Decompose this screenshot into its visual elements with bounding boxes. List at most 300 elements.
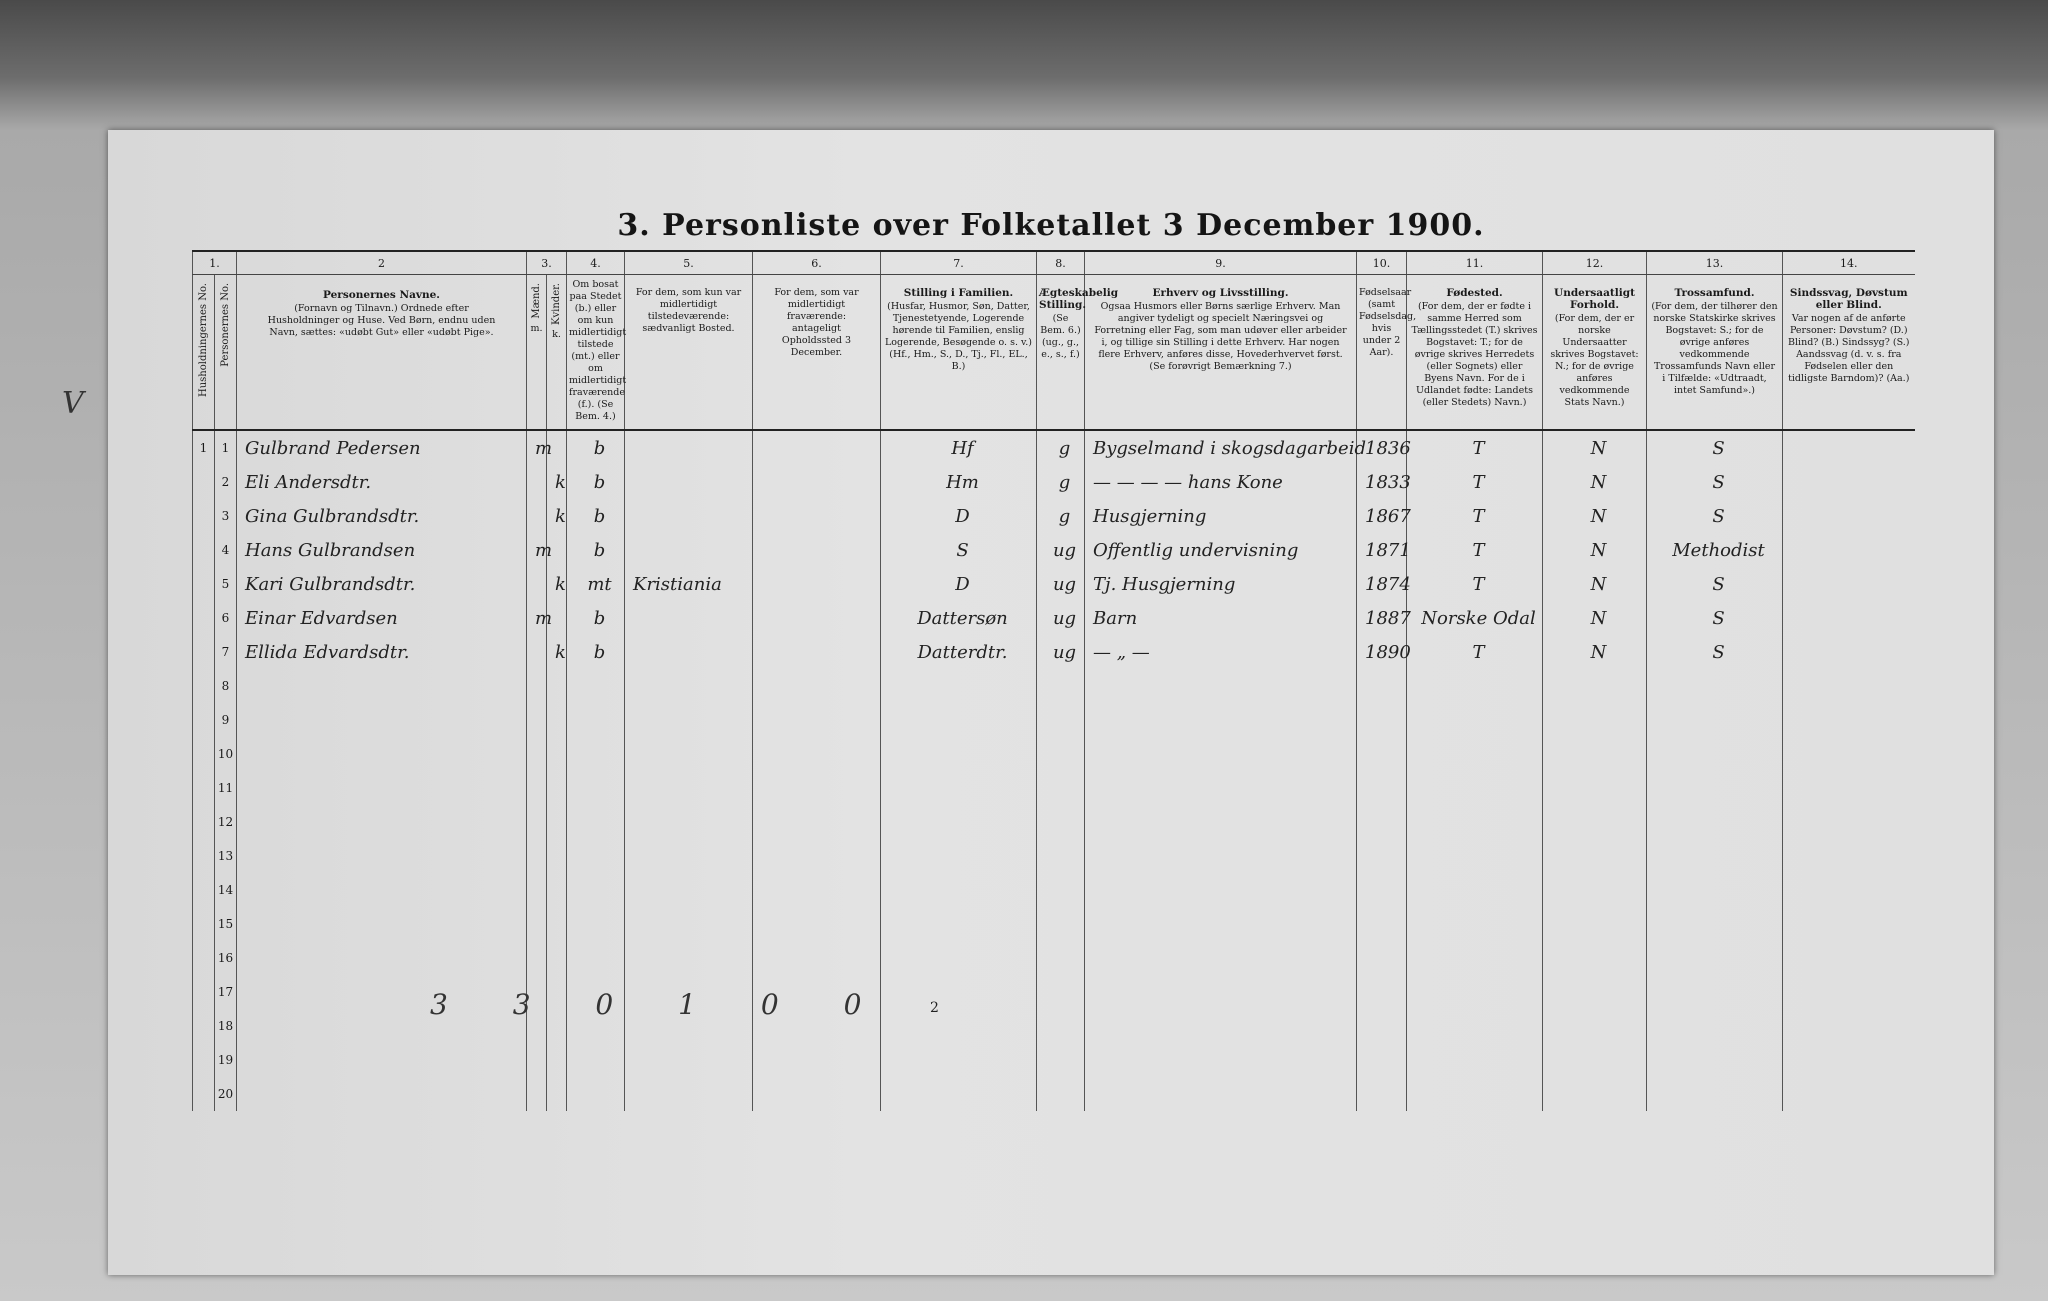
cell-religion: S bbox=[1647, 430, 1783, 465]
cell-sex-male bbox=[527, 941, 547, 975]
cell-disability bbox=[1783, 601, 1915, 635]
cell-occupation bbox=[1085, 941, 1357, 975]
cell-family-position bbox=[881, 771, 1037, 805]
colnum-14: 14. bbox=[1783, 251, 1915, 275]
cell-sex-female bbox=[547, 1077, 567, 1111]
cell-religion bbox=[1647, 1043, 1783, 1077]
header-sex-male: Mænd. m. bbox=[527, 275, 547, 431]
cell-religion bbox=[1647, 873, 1783, 907]
cell-person-no: 3 bbox=[215, 499, 237, 533]
cell-birthplace bbox=[1407, 703, 1543, 737]
cell-temp-residence bbox=[753, 941, 881, 975]
cell-citizenship bbox=[1543, 669, 1647, 703]
cell-religion: Methodist bbox=[1647, 533, 1783, 567]
cell-disability bbox=[1783, 805, 1915, 839]
cell-marital-status bbox=[1037, 1077, 1085, 1111]
cell-citizenship bbox=[1543, 873, 1647, 907]
colnum-8: 8. bbox=[1037, 251, 1085, 275]
cell-usual-residence bbox=[625, 430, 753, 465]
cell-disability bbox=[1783, 703, 1915, 737]
cell-person-no: 16 bbox=[215, 941, 237, 975]
page-number: 2 bbox=[930, 1000, 939, 1016]
header-temp-residence: For dem, som var midlertidigt fraværende: antageligt Opholdssted 3 December. bbox=[753, 275, 881, 431]
cell-household-no bbox=[193, 1009, 215, 1043]
cell-disability bbox=[1783, 430, 1915, 465]
cell-marital-status bbox=[1037, 703, 1085, 737]
cell-occupation bbox=[1085, 839, 1357, 873]
cell-residence bbox=[567, 1043, 625, 1077]
cell-sex-female bbox=[547, 703, 567, 737]
census-sheet bbox=[108, 130, 1994, 1275]
cell-occupation bbox=[1085, 975, 1357, 1009]
cell-sex-female: k bbox=[547, 499, 567, 533]
cell-marital-status: g bbox=[1037, 499, 1085, 533]
cell-person-no: 6 bbox=[215, 601, 237, 635]
cell-religion: S bbox=[1647, 635, 1783, 669]
cell-birth-year bbox=[1357, 941, 1407, 975]
cell-religion: S bbox=[1647, 499, 1783, 533]
cell-sex-male bbox=[527, 805, 547, 839]
cell-person-no: 5 bbox=[215, 567, 237, 601]
cell-birth-year bbox=[1357, 1077, 1407, 1111]
header-name: Personernes Navne. (Fornavn og Tilnavn.) Ordnede efter Husholdninger og Huse. Ved Børn, endnu uden Navn, sættes: «udøbt Gut» eller «udøbt Pige». bbox=[237, 275, 527, 431]
cell-family-position bbox=[881, 1077, 1037, 1111]
cell-family-position bbox=[881, 839, 1037, 873]
cell-residence bbox=[567, 703, 625, 737]
cell-birthplace bbox=[1407, 839, 1543, 873]
colnum-6: 6. bbox=[753, 251, 881, 275]
cell-household-no bbox=[193, 465, 215, 499]
cell-disability bbox=[1783, 499, 1915, 533]
cell-temp-residence bbox=[753, 839, 881, 873]
cell-sex-female bbox=[547, 1043, 567, 1077]
cell-sex-male bbox=[527, 771, 547, 805]
table-row bbox=[193, 465, 1915, 499]
cell-family-position: Hm bbox=[881, 465, 1037, 499]
cell-occupation: — „ — bbox=[1085, 635, 1357, 669]
cell-citizenship bbox=[1543, 737, 1647, 771]
cell-usual-residence bbox=[625, 907, 753, 941]
cell-residence bbox=[567, 669, 625, 703]
cell-person-no: 20 bbox=[215, 1077, 237, 1111]
cell-birthplace: T bbox=[1407, 499, 1543, 533]
cell-religion bbox=[1647, 1077, 1783, 1111]
header-birthplace: Fødested. (For dem, der er fødte i samme Herred som Tællingsstedet (T.) skrives Bogstavet: T.; for de øvrige skrives Herredets (eller Sognets) eller Byens Navn. For de i Udlandet fødte: Landets (eller Stedets) Navn.) bbox=[1407, 275, 1543, 431]
cell-name: Eli Andersdtr. bbox=[237, 465, 527, 499]
cell-person-no: 2 bbox=[215, 465, 237, 499]
cell-person-no: 10 bbox=[215, 737, 237, 771]
cell-temp-residence bbox=[753, 669, 881, 703]
cell-person-no: 4 bbox=[215, 533, 237, 567]
table-row bbox=[193, 805, 1915, 839]
cell-sex-male: m bbox=[527, 430, 547, 465]
cell-disability bbox=[1783, 771, 1915, 805]
cell-name bbox=[237, 941, 527, 975]
cell-citizenship bbox=[1543, 907, 1647, 941]
colnum-3: 3. bbox=[527, 251, 567, 275]
header-marital-status: Ægteskabelig Stilling. (Se Bem. 6.) (ug., g., e., s., f.) bbox=[1037, 275, 1085, 431]
cell-birth-year: 1874 bbox=[1357, 567, 1407, 601]
table-row bbox=[193, 430, 1915, 465]
cell-marital-status bbox=[1037, 839, 1085, 873]
cell-birthplace bbox=[1407, 1077, 1543, 1111]
cell-name: Ellida Edvardsdtr. bbox=[237, 635, 527, 669]
cell-name bbox=[237, 703, 527, 737]
cell-name: Einar Edvardsen bbox=[237, 601, 527, 635]
cell-occupation: — — — — hans Kone bbox=[1085, 465, 1357, 499]
cell-marital-status: ug bbox=[1037, 635, 1085, 669]
cell-person-no: 7 bbox=[215, 635, 237, 669]
cell-usual-residence bbox=[625, 703, 753, 737]
header-household-no: Husholdningernes No. bbox=[193, 275, 215, 431]
cell-marital-status bbox=[1037, 873, 1085, 907]
cell-household-no bbox=[193, 1043, 215, 1077]
cell-name: Hans Gulbrandsen bbox=[237, 533, 527, 567]
cell-sex-female bbox=[547, 839, 567, 873]
cell-occupation: Bygselmand i skogsdagarbeid bbox=[1085, 430, 1357, 465]
cell-name bbox=[237, 805, 527, 839]
cell-birth-year bbox=[1357, 873, 1407, 907]
check-mark: V bbox=[62, 386, 84, 421]
cell-birth-year bbox=[1357, 771, 1407, 805]
cell-usual-residence bbox=[625, 839, 753, 873]
cell-religion bbox=[1647, 669, 1783, 703]
cell-sex-female: k bbox=[547, 465, 567, 499]
cell-residence: b bbox=[567, 533, 625, 567]
cell-household-no: 1 bbox=[193, 430, 215, 465]
colnum-5: 5. bbox=[625, 251, 753, 275]
cell-birthplace: T bbox=[1407, 567, 1543, 601]
cell-sex-male: m bbox=[527, 533, 547, 567]
cell-birth-year bbox=[1357, 805, 1407, 839]
cell-usual-residence bbox=[625, 737, 753, 771]
cell-family-position: S bbox=[881, 533, 1037, 567]
cell-temp-residence bbox=[753, 737, 881, 771]
cell-temp-residence bbox=[753, 1043, 881, 1077]
page-title: 3. Personliste over Folketallet 3 December 1900. bbox=[617, 208, 1485, 243]
cell-disability bbox=[1783, 737, 1915, 771]
cell-household-no bbox=[193, 941, 215, 975]
cell-birth-year bbox=[1357, 669, 1407, 703]
header-birth-year: Fødselsaar (samt Fødselsdag, hvis under 2 Aar). bbox=[1357, 275, 1407, 431]
cell-citizenship: N bbox=[1543, 499, 1647, 533]
cell-usual-residence bbox=[625, 635, 753, 669]
cell-citizenship bbox=[1543, 1009, 1647, 1043]
cell-disability bbox=[1783, 1009, 1915, 1043]
cell-religion: S bbox=[1647, 567, 1783, 601]
cell-birthplace: T bbox=[1407, 533, 1543, 567]
cell-usual-residence bbox=[625, 465, 753, 499]
cell-marital-status: ug bbox=[1037, 567, 1085, 601]
cell-temp-residence bbox=[753, 430, 881, 465]
cell-usual-residence bbox=[625, 601, 753, 635]
cell-citizenship: N bbox=[1543, 533, 1647, 567]
cell-temp-residence bbox=[753, 1077, 881, 1111]
cell-household-no bbox=[193, 635, 215, 669]
cell-birthplace: T bbox=[1407, 465, 1543, 499]
table-row bbox=[193, 533, 1915, 567]
cell-sex-male bbox=[527, 703, 547, 737]
cell-marital-status: ug bbox=[1037, 601, 1085, 635]
cell-residence bbox=[567, 873, 625, 907]
colnum-4: 4. bbox=[567, 251, 625, 275]
cell-disability bbox=[1783, 941, 1915, 975]
cell-usual-residence bbox=[625, 499, 753, 533]
cell-birthplace bbox=[1407, 975, 1543, 1009]
column-number-row bbox=[193, 251, 1915, 275]
cell-temp-residence bbox=[753, 533, 881, 567]
cell-citizenship bbox=[1543, 1077, 1647, 1111]
cell-citizenship bbox=[1543, 1043, 1647, 1077]
cell-family-position: Datterdtr. bbox=[881, 635, 1037, 669]
cell-temp-residence bbox=[753, 703, 881, 737]
table-row bbox=[193, 839, 1915, 873]
cell-name bbox=[237, 669, 527, 703]
cell-sex-female bbox=[547, 805, 567, 839]
cell-citizenship: N bbox=[1543, 635, 1647, 669]
cell-citizenship bbox=[1543, 975, 1647, 1009]
header-occupation: Erhverv og Livsstilling. Ogsaa Husmors eller Børns særlige Erhverv. Man angiver tydeligt og specielt Næringsvei og Forretning eller Fag, som man udøver eller arbeider i, og tillige sin Stilling i dette Erhverv. Har nogen flere Erhverv, anføres disse, Hovederhvervet først. (Se forøvrigt Bemærkning 7.) bbox=[1085, 275, 1357, 431]
cell-disability bbox=[1783, 635, 1915, 669]
tally-numbers: 3 3 0 1 0 0 bbox=[430, 988, 890, 1021]
cell-person-no: 1 bbox=[215, 430, 237, 465]
cell-name: Gina Gulbrandsdtr. bbox=[237, 499, 527, 533]
header-family-position: Stilling i Familien. (Husfar, Husmor, Søn, Datter, Tjenestetyende, Logerende hørende til Familien, enslig Logerende, Besøgende o. s. v.) (Hf., Hm., S., D., Tj., Fl., EL., B.) bbox=[881, 275, 1037, 431]
cell-sex-male bbox=[527, 1043, 547, 1077]
cell-occupation bbox=[1085, 1077, 1357, 1111]
cell-person-no: 8 bbox=[215, 669, 237, 703]
cell-usual-residence bbox=[625, 771, 753, 805]
table-row bbox=[193, 771, 1915, 805]
cell-residence bbox=[567, 1077, 625, 1111]
cell-birth-year: 1836 bbox=[1357, 430, 1407, 465]
cell-marital-status bbox=[1037, 737, 1085, 771]
cell-religion bbox=[1647, 839, 1783, 873]
cell-person-no: 9 bbox=[215, 703, 237, 737]
cell-sex-male bbox=[527, 567, 547, 601]
cell-marital-status bbox=[1037, 907, 1085, 941]
colnum-9: 9. bbox=[1085, 251, 1357, 275]
cell-marital-status bbox=[1037, 1043, 1085, 1077]
cell-household-no bbox=[193, 771, 215, 805]
cell-household-no bbox=[193, 567, 215, 601]
table-row bbox=[193, 601, 1915, 635]
cell-residence bbox=[567, 941, 625, 975]
cell-usual-residence bbox=[625, 941, 753, 975]
cell-temp-residence bbox=[753, 635, 881, 669]
cell-name bbox=[237, 1077, 527, 1111]
cell-occupation bbox=[1085, 737, 1357, 771]
header-usual-residence: For dem, som kun var midlertidigt tilstedeværende: sædvanligt Bosted. bbox=[625, 275, 753, 431]
cell-citizenship: N bbox=[1543, 430, 1647, 465]
table-row bbox=[193, 873, 1915, 907]
cell-sex-female bbox=[547, 737, 567, 771]
cell-usual-residence bbox=[625, 1043, 753, 1077]
cell-religion bbox=[1647, 941, 1783, 975]
cell-temp-residence bbox=[753, 601, 881, 635]
cell-birth-year bbox=[1357, 737, 1407, 771]
cell-person-no: 12 bbox=[215, 805, 237, 839]
cell-family-position bbox=[881, 907, 1037, 941]
cell-citizenship: N bbox=[1543, 567, 1647, 601]
cell-occupation: Barn bbox=[1085, 601, 1357, 635]
cell-family-position bbox=[881, 1009, 1037, 1043]
cell-person-no: 13 bbox=[215, 839, 237, 873]
cell-sex-male bbox=[527, 873, 547, 907]
table-row bbox=[193, 941, 1915, 975]
cell-birth-year: 1867 bbox=[1357, 499, 1407, 533]
colnum-10: 10. bbox=[1357, 251, 1407, 275]
table-row bbox=[193, 907, 1915, 941]
cell-usual-residence bbox=[625, 533, 753, 567]
faded-stamp bbox=[343, 272, 573, 308]
cell-family-position: Hf bbox=[881, 430, 1037, 465]
cell-sex-male bbox=[527, 907, 547, 941]
cell-religion bbox=[1647, 907, 1783, 941]
cell-occupation bbox=[1085, 873, 1357, 907]
cell-sex-male bbox=[527, 1077, 547, 1111]
cell-usual-residence bbox=[625, 805, 753, 839]
cell-disability bbox=[1783, 465, 1915, 499]
cell-birth-year: 1871 bbox=[1357, 533, 1407, 567]
cell-birth-year: 1887 bbox=[1357, 601, 1407, 635]
cell-disability bbox=[1783, 1077, 1915, 1111]
table-row bbox=[193, 669, 1915, 703]
cell-disability bbox=[1783, 669, 1915, 703]
cell-sex-female bbox=[547, 941, 567, 975]
cell-sex-female bbox=[547, 771, 567, 805]
cell-person-no: 19 bbox=[215, 1043, 237, 1077]
cell-name bbox=[237, 873, 527, 907]
cell-residence: b bbox=[567, 430, 625, 465]
cell-temp-residence bbox=[753, 567, 881, 601]
cell-usual-residence bbox=[625, 873, 753, 907]
cell-birthplace bbox=[1407, 873, 1543, 907]
cell-marital-status bbox=[1037, 771, 1085, 805]
colnum-12: 12. bbox=[1543, 251, 1647, 275]
cell-usual-residence bbox=[625, 669, 753, 703]
cell-name: Kari Gulbrandsdtr. bbox=[237, 567, 527, 601]
cell-occupation: Tj. Husgjerning bbox=[1085, 567, 1357, 601]
table-row bbox=[193, 635, 1915, 669]
table-row bbox=[193, 1077, 1915, 1111]
table-row bbox=[193, 737, 1915, 771]
cell-person-no: 14 bbox=[215, 873, 237, 907]
cell-person-no: 17 bbox=[215, 975, 237, 1009]
cell-sex-male bbox=[527, 465, 547, 499]
header-disability: Sindssvag, Døvstum eller Blind. Var nogen af de anførte Personer: Døvstum? (D.) Blind? (B.) Sindssyg? (S.) Aandssvag (d. v. s. fra Fødselen eller den tidligste Barndom)? (Aa.) bbox=[1783, 275, 1915, 431]
cell-marital-status bbox=[1037, 805, 1085, 839]
cell-disability bbox=[1783, 567, 1915, 601]
header-person-no: Personernes No. bbox=[215, 275, 237, 431]
table-row bbox=[193, 703, 1915, 737]
cell-birth-year: 1833 bbox=[1357, 465, 1407, 499]
cell-sex-male bbox=[527, 635, 547, 669]
cell-temp-residence bbox=[753, 805, 881, 839]
cell-citizenship: N bbox=[1543, 601, 1647, 635]
cell-household-no bbox=[193, 499, 215, 533]
header-citizenship: Undersaatligt Forhold. (For dem, der er norske Undersaatter skrives Bogstavet: N.; for de øvrige anføres vedkommende Stats Navn.) bbox=[1543, 275, 1647, 431]
cell-religion: S bbox=[1647, 601, 1783, 635]
cell-citizenship bbox=[1543, 941, 1647, 975]
cell-occupation bbox=[1085, 1043, 1357, 1077]
cell-name bbox=[237, 771, 527, 805]
cell-household-no bbox=[193, 873, 215, 907]
cell-religion bbox=[1647, 805, 1783, 839]
cell-birthplace bbox=[1407, 669, 1543, 703]
cell-birthplace: T bbox=[1407, 430, 1543, 465]
cell-religion bbox=[1647, 703, 1783, 737]
cell-sex-male bbox=[527, 669, 547, 703]
cell-person-no: 15 bbox=[215, 907, 237, 941]
cell-residence bbox=[567, 771, 625, 805]
cell-occupation bbox=[1085, 771, 1357, 805]
colnum-7: 7. bbox=[881, 251, 1037, 275]
cell-family-position bbox=[881, 941, 1037, 975]
cell-birth-year bbox=[1357, 907, 1407, 941]
header-religion: Trossamfund. (For dem, der tilhører den norske Statskirke skrives Bogstavet: S.; for de øvrige anføres vedkommende Trossamfunds Navn eller i Tilfælde: «Udtraadt, intet Samfund».) bbox=[1647, 275, 1783, 431]
cell-sex-male bbox=[527, 839, 547, 873]
cell-religion bbox=[1647, 975, 1783, 1009]
cell-family-position: Dattersøn bbox=[881, 601, 1037, 635]
cell-birthplace bbox=[1407, 907, 1543, 941]
cell-sex-male bbox=[527, 737, 547, 771]
cell-disability bbox=[1783, 1043, 1915, 1077]
cell-occupation bbox=[1085, 1009, 1357, 1043]
cell-religion: S bbox=[1647, 465, 1783, 499]
cell-occupation: Husgjerning bbox=[1085, 499, 1357, 533]
cell-residence bbox=[567, 839, 625, 873]
census-table bbox=[192, 250, 1915, 1111]
cell-marital-status: g bbox=[1037, 430, 1085, 465]
cell-residence bbox=[567, 805, 625, 839]
cell-person-no: 18 bbox=[215, 1009, 237, 1043]
cell-name: Gulbrand Pedersen bbox=[237, 430, 527, 465]
cell-birth-year bbox=[1357, 839, 1407, 873]
cell-family-position: D bbox=[881, 567, 1037, 601]
cell-household-no bbox=[193, 669, 215, 703]
cell-usual-residence: Kristiania bbox=[625, 567, 753, 601]
cell-residence: b bbox=[567, 635, 625, 669]
cell-household-no bbox=[193, 601, 215, 635]
cell-religion bbox=[1647, 737, 1783, 771]
cell-marital-status: g bbox=[1037, 465, 1085, 499]
cell-religion bbox=[1647, 1009, 1783, 1043]
cell-household-no bbox=[193, 703, 215, 737]
cell-citizenship bbox=[1543, 805, 1647, 839]
cell-birthplace bbox=[1407, 1043, 1543, 1077]
cell-household-no bbox=[193, 737, 215, 771]
cell-marital-status bbox=[1037, 669, 1085, 703]
cell-family-position bbox=[881, 737, 1037, 771]
cell-birthplace bbox=[1407, 1009, 1543, 1043]
cell-sex-female bbox=[547, 669, 567, 703]
header-sex-female: Kvinder. k. bbox=[547, 275, 567, 431]
cell-marital-status bbox=[1037, 941, 1085, 975]
cell-occupation bbox=[1085, 669, 1357, 703]
table-row bbox=[193, 499, 1915, 533]
cell-temp-residence bbox=[753, 907, 881, 941]
cell-sex-male: m bbox=[527, 601, 547, 635]
cell-family-position bbox=[881, 1043, 1037, 1077]
colnum-11: 11. bbox=[1407, 251, 1543, 275]
cell-marital-status bbox=[1037, 975, 1085, 1009]
cell-household-no bbox=[193, 1077, 215, 1111]
cell-residence: b bbox=[567, 499, 625, 533]
cell-household-no bbox=[193, 907, 215, 941]
cell-sex-female: k bbox=[547, 635, 567, 669]
cell-family-position: D bbox=[881, 499, 1037, 533]
